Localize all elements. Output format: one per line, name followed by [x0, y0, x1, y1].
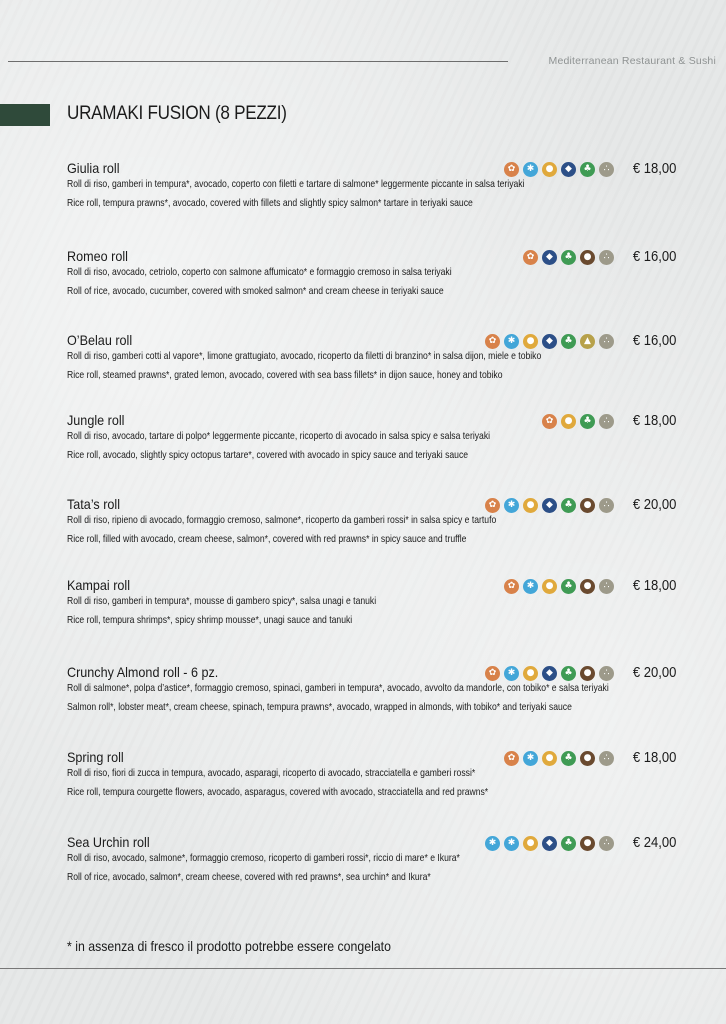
item-description-it: Roll di riso, avocado, tartare di polpo* leggermente piccante, ricoperto di avocado in salsa spicy e salsa teriyaki: [67, 430, 491, 442]
item-name: Jungle roll: [67, 412, 125, 428]
allergen-icons: [485, 498, 614, 513]
item-name: O’Belau roll: [67, 332, 133, 348]
soy-icon: ♣: [580, 414, 595, 429]
nuts-icon: ∴: [599, 666, 614, 681]
item-description-it: Roll di riso, gamberi in tempura*, avocado, coperto con filetti e tartare di salmone* leggermente piccante in salsa teriyaki: [67, 178, 525, 190]
sesame-icon: ∴: [599, 414, 614, 429]
sesame-icon: ∴: [599, 579, 614, 594]
item-description-en: Roll of rice, avocado, salmon*, cream cheese, covered with red prawns*, sea urchin* and Ikura*: [67, 871, 431, 883]
item-description-it: Roll di riso, fiori di zucca in tempura, avocado, asparagi, ricoperto di avocado, stracciatella e gamberi rossi*: [67, 767, 476, 779]
gluten-icon: ✿: [485, 334, 500, 349]
fish-icon: ◆: [561, 162, 576, 177]
gluten-icon: ✿: [542, 414, 557, 429]
item-price: € 18,00: [632, 413, 676, 429]
item-description-it: Roll di riso, avocado, cetriolo, coperto con salmone affumicato* e formaggio cremoso in salsa teriyaki: [67, 266, 452, 278]
fish-icon: ◆: [542, 836, 557, 851]
crustacean-icon: ✱: [523, 162, 538, 177]
gluten-icon: ✿: [485, 498, 500, 513]
egg-icon: ●: [523, 666, 538, 681]
frozen-product-footnote: * in assenza di fresco il prodotto potrebbe essere congelato: [67, 938, 391, 954]
soy-icon: ♣: [561, 250, 576, 265]
mustard-icon: ▲: [580, 334, 595, 349]
item-description-en: Rice roll, avocado, slightly spicy octopus tartare*, covered with avocado in spicy sauce and teriyaki sauce: [67, 449, 469, 461]
crustacean-icon: ✱: [504, 334, 519, 349]
item-name: Kampai roll: [67, 577, 131, 593]
egg-icon: ●: [542, 162, 557, 177]
item-description-it: Roll di riso, ripieno di avocado, formaggio cremoso, salmone*, ricoperto da gamberi rossi* in salsa spicy e tartufo: [67, 514, 497, 526]
item-price: € 24,00: [632, 835, 676, 851]
soy-icon: ♣: [561, 579, 576, 594]
gluten-icon: ✿: [504, 751, 519, 766]
fish-icon: ◆: [542, 334, 557, 349]
egg-icon: ●: [561, 414, 576, 429]
item-name: Giulia roll: [67, 160, 120, 176]
gluten-icon: ✿: [504, 162, 519, 177]
footer-rule: [0, 968, 726, 969]
allergen-icons: [504, 751, 614, 766]
item-description-it: Roll di riso, avocado, salmone*, formaggio cremoso, ricoperto di gamberi rossi*, riccio di mare* e Ikura*: [67, 852, 460, 864]
soy-icon: ♣: [561, 498, 576, 513]
milk-icon: ●: [580, 498, 595, 513]
milk-icon: ●: [580, 250, 595, 265]
allergen-icons: [485, 666, 614, 681]
fish-icon: ◆: [542, 498, 557, 513]
crustacean-icon: ✱: [485, 836, 500, 851]
sesame-icon: ∴: [599, 498, 614, 513]
soy-icon: ♣: [561, 666, 576, 681]
egg-icon: ●: [542, 579, 557, 594]
allergen-icons: [504, 579, 614, 594]
item-price: € 20,00: [632, 665, 676, 681]
crustacean-icon: ✱: [504, 666, 519, 681]
item-price: € 16,00: [632, 249, 676, 265]
soy-icon: ♣: [561, 751, 576, 766]
egg-icon: ●: [523, 334, 538, 349]
soy-icon: ♣: [580, 162, 595, 177]
sesame-icon: ∴: [599, 836, 614, 851]
gluten-icon: ✿: [504, 579, 519, 594]
item-description-en: Rice roll, filled with avocado, cream cheese, salmon*, covered with red prawns* in spicy sauce and truffle: [67, 533, 467, 545]
crustacean-icon: ✱: [504, 836, 519, 851]
milk-icon: ●: [580, 579, 595, 594]
soy-icon: ♣: [561, 334, 576, 349]
sesame-icon: ∴: [599, 250, 614, 265]
fish-icon: ◆: [542, 666, 557, 681]
egg-icon: ●: [523, 836, 538, 851]
milk-icon: ●: [580, 666, 595, 681]
item-name: Tata’s roll: [67, 496, 121, 512]
egg-icon: ●: [542, 751, 557, 766]
item-price: € 18,00: [632, 578, 676, 594]
sesame-icon: ∴: [599, 334, 614, 349]
item-name: Crunchy Almond roll - 6 pz.: [67, 664, 219, 680]
item-price: € 18,00: [632, 161, 676, 177]
item-description-it: Roll di riso, gamberi cotti al vapore*, limone grattugiato, avocado, ricoperto da filetti di branzino* in salsa dijon, miele e tobiko: [67, 350, 542, 362]
milk-icon: ●: [580, 836, 595, 851]
item-description-en: Roll of rice, avocado, cucumber, covered with smoked salmon* and cream cheese in teriyaki sauce: [67, 285, 444, 297]
gluten-icon: ✿: [523, 250, 538, 265]
item-name: Sea Urchin roll: [67, 834, 150, 850]
item-description-en: Rice roll, tempura prawns*, avocado, covered with fillets and slightly spicy salmon* tartare in teriyaki sauce: [67, 197, 473, 209]
soy-icon: ♣: [561, 836, 576, 851]
fish-icon: ◆: [542, 250, 557, 265]
item-description-en: Rice roll, tempura shrimps*, spicy shrimp mousse*, unagi sauce and tanuki: [67, 614, 353, 626]
sesame-icon: ∴: [599, 751, 614, 766]
crustacean-icon: ✱: [523, 579, 538, 594]
allergen-icons: [485, 836, 614, 851]
item-price: € 16,00: [632, 333, 676, 349]
section-title-marker: [0, 104, 50, 126]
item-price: € 18,00: [632, 750, 676, 766]
header-rule: [8, 61, 508, 62]
crustacean-icon: ✱: [523, 751, 538, 766]
item-description-it: Roll di salmone*, polpa d’astice*, formaggio cremoso, spinaci, gamberi in tempura*, avocado, avvolto da mandorle, con tobiko* e salsa teriyaki: [67, 682, 609, 694]
gluten-icon: ✿: [485, 666, 500, 681]
sesame-icon: ∴: [599, 162, 614, 177]
item-description-it: Roll di riso, gamberi in tempura*, mousse di gambero spicy*, salsa unagi e tanuki: [67, 595, 377, 607]
milk-icon: ●: [580, 751, 595, 766]
section-title: URAMAKI FUSION (8 PEZZI): [67, 103, 287, 124]
restaurant-brand: Mediterranean Restaurant & Sushi: [548, 55, 716, 67]
item-name: Romeo roll: [67, 248, 128, 264]
allergen-icons: [485, 334, 614, 349]
item-description-en: Salmon roll*, lobster meat*, cream cheese, spinach, tempura prawns*, avocado, wrapped in almonds, with tobiko* and teriyaki sauce: [67, 701, 572, 713]
item-price: € 20,00: [632, 497, 676, 513]
item-description-en: Rice roll, tempura courgette flowers, avocado, asparagus, covered with avocado, stracciatella and red prawns*: [67, 786, 489, 798]
allergen-icons: [504, 162, 614, 177]
item-description-en: Rice roll, steamed prawns*, grated lemon, avocado, covered with sea bass fillets* in dijon sauce, honey and tobiko: [67, 369, 503, 381]
egg-icon: ●: [523, 498, 538, 513]
crustacean-icon: ✱: [504, 498, 519, 513]
allergen-icons: [542, 414, 614, 429]
allergen-icons: [523, 250, 614, 265]
item-name: Spring roll: [67, 749, 124, 765]
